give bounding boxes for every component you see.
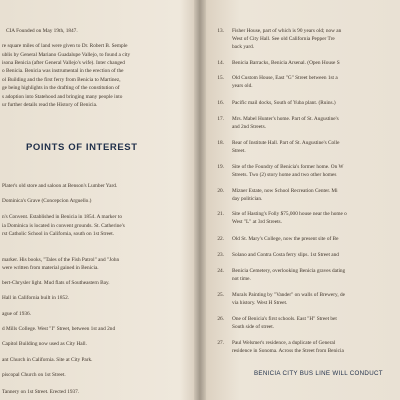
point-of-interest-line: ague of 1936.: [2, 311, 31, 317]
intro-line: isona Benicia (after General Vallejo's wife). Inter changed: [2, 60, 125, 66]
intro-line: ge being highlights in the drafting of the constitution of: [2, 85, 120, 91]
point-of-interest-line: ia Dominica is located in convent grounds. St. Catherine's: [2, 223, 125, 229]
item-number: 21.: [217, 211, 224, 217]
intro-line: ol Building and the first ferry from Benicia to Martinez,: [2, 77, 121, 83]
item-text-line: Murals Painting by "Vander" on walls of Brewery, de: [232, 292, 345, 298]
item-number: 14.: [217, 60, 224, 66]
item-text-line: not time.: [232, 276, 251, 282]
bus-line-footer: BENICIA CITY BUS LINE WILL CONDUCT: [254, 370, 383, 377]
item-text-line: back yard.: [232, 44, 255, 50]
item-number: 22.: [217, 236, 224, 242]
item-text-line: West of City Hall. See old California Pepper Tre: [232, 36, 335, 42]
point-of-interest-line: were written from material gained in Benicia.: [2, 265, 99, 271]
item-text-line: South side of street.: [232, 324, 275, 330]
points-of-interest-heading: POINTS OF INTEREST: [26, 142, 138, 153]
item-text-line: day politician.: [232, 196, 263, 202]
item-number: 13.: [217, 28, 224, 34]
left-page: [0, 0, 196, 400]
point-of-interest-line: bert-Chrysler light. Mud flats of Southeastern Bay.: [2, 280, 110, 286]
item-text-line: Streets. Two (2) story home and two other homes: [232, 172, 337, 178]
item-text-line: Site of the Foundry of Benicia's former home. On W: [232, 164, 344, 170]
item-text-line: Street.: [232, 148, 246, 154]
item-number: 17.: [217, 116, 224, 122]
item-number: 16.: [217, 100, 224, 106]
item-number: 15.: [217, 75, 224, 81]
intro-line: ur further details read the History of Benicia.: [2, 102, 98, 108]
item-text-line: Fisher House, part of which is 90 years old; now an: [232, 28, 342, 34]
point-of-interest-line: d Mills College. West "I" Street, between 1st and 2nd: [2, 326, 116, 332]
item-number: 23.: [217, 252, 224, 258]
item-text-line: Mrs. Mabel Hunter's home. Part of St. Augustine's: [232, 116, 339, 122]
item-text-line: via history. West H Street.: [232, 300, 288, 306]
point-of-interest-line: n's Convent. Established in Benicia in 1854. A marker to: [2, 214, 122, 220]
item-number: 19.: [217, 164, 224, 170]
item-text-line: residence in Sonoma. Across the Street from Benicia: [232, 348, 344, 354]
item-text-line: Benicia Barracks, Benicia Arsenal. (Open House S: [232, 60, 340, 66]
item-text-line: Paul Welsmer's residence, a duplicate of General: [232, 340, 336, 346]
item-text-line: Benicia Cemetery, overlooking Benicia graves dating: [232, 268, 346, 274]
item-text-line: years old.: [232, 83, 253, 89]
item-number: 26.: [217, 316, 224, 322]
right-page: [204, 0, 400, 400]
point-of-interest-line: Plater's old store and saloon at Benson's Lumber Yard.: [2, 183, 118, 189]
item-number: 24.: [217, 268, 224, 274]
point-of-interest-line: piscopal Church on 1st Street.: [2, 372, 66, 378]
point-of-interest-line: ant Church in California. Site at City Park.: [2, 357, 93, 363]
intro-line: CIA Founded on May 19th, 1847.: [6, 28, 78, 34]
point-of-interest-line: marker. His books, "Tales of the Fish Patrol" and "John: [2, 257, 120, 263]
item-text-line: and 2nd Streets.: [232, 124, 266, 130]
item-text-line: Mizner Estate, now School Recreation Center. Mi: [232, 188, 338, 194]
point-of-interest-line: rst Catholic School in California, south on 1st Street.: [2, 231, 115, 237]
item-number: 27.: [217, 340, 224, 346]
point-of-interest-line: Tannery on 1st Street. Erected 1937.: [2, 389, 80, 395]
item-number: 20.: [217, 188, 224, 194]
intro-line: re square miles of land were given to Dr. Robert B. Semple: [2, 43, 128, 49]
point-of-interest-line: Capitol Building now used as City Hall.: [2, 341, 87, 347]
item-text-line: West "L" at 3rd Streets.: [232, 219, 282, 225]
item-text-line: Old St. Mary's College, now the present site of Be: [232, 236, 339, 242]
item-text-line: Site of Hasting's Folly $75,000 house near the home o: [232, 211, 347, 217]
item-text-line: Solano and Contra Costa ferry slips. 1st Street and: [232, 252, 339, 258]
intro-line: o Benicia. Benicia was instrumental in the erection of the: [2, 68, 124, 74]
item-text-line: Rear of Institute Hall. Part of St. Augustine's Colle: [232, 140, 340, 146]
item-text-line: One of Benicia's first schools. East "H" Street bet: [232, 316, 337, 322]
intro-line: ublis by General Mariano Guadalupe Vallejo, to found a city: [2, 52, 131, 58]
intro-line: s adoption into Statehood and bringing many people into: [2, 94, 123, 100]
item-number: 25.: [217, 292, 224, 298]
item-number: 18.: [217, 140, 224, 146]
item-text-line: Old Custom House, East "G" Street between 1st a: [232, 75, 338, 81]
point-of-interest-line: Hall in California built in 1852.: [2, 295, 70, 301]
item-text-line: Pacific mail docks, South of Yuba plant. (Ruins.): [232, 100, 336, 106]
point-of-interest-line: Dominica's Grave (Concepcion Arguello.): [2, 198, 92, 204]
